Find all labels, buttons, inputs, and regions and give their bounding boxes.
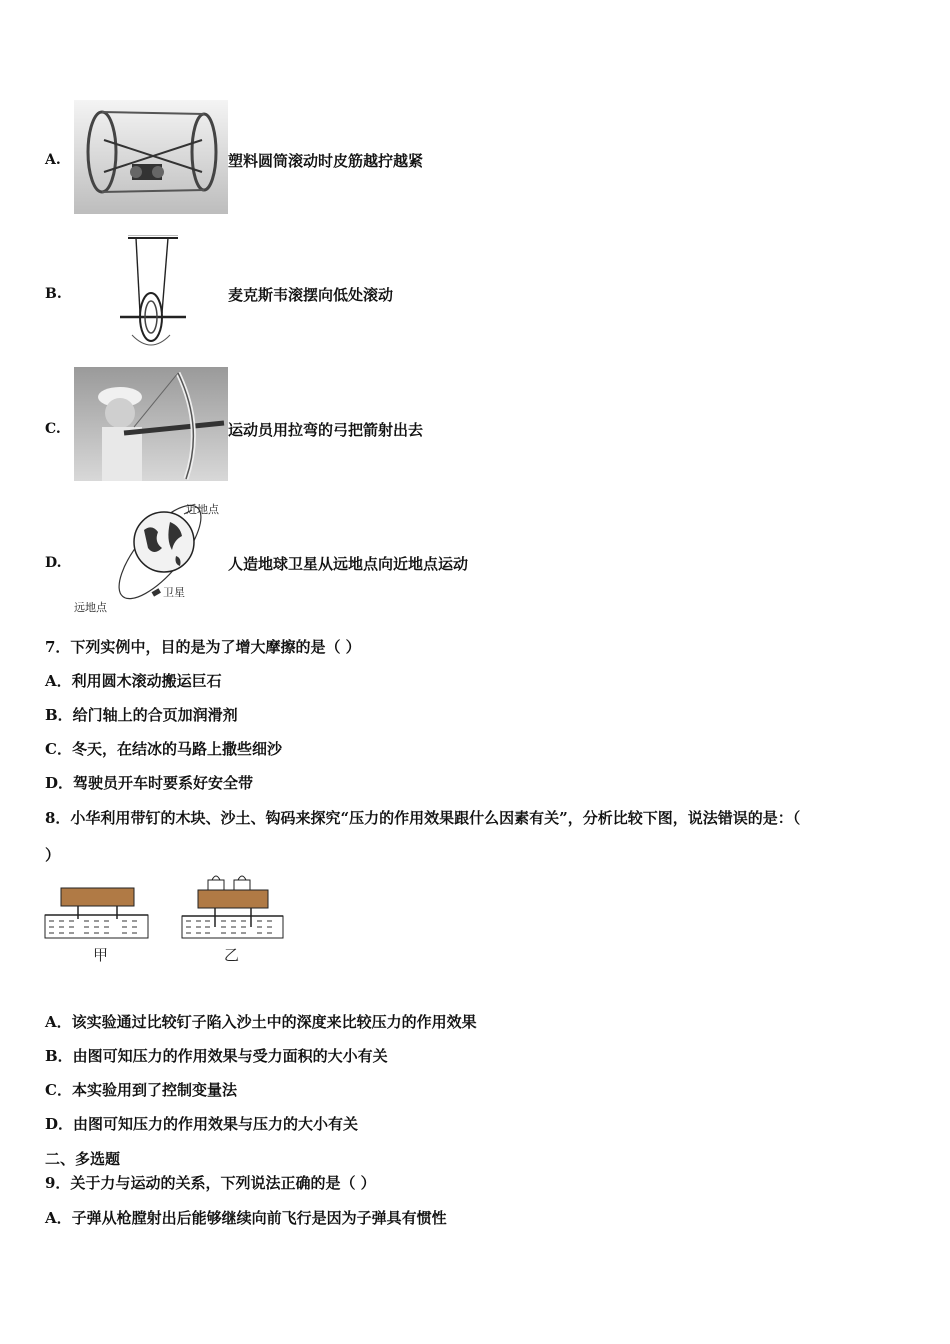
q7-stem: 7．下列实例中，目的是为了增大摩擦的是（ ） [45, 638, 361, 656]
perigee-label: 近地点 [186, 503, 219, 516]
nail-block-figure-left [44, 885, 149, 940]
q7-option-d: D．驾驶员开车时要系好安全带 [45, 774, 254, 792]
apogee-label: 远地点 [74, 601, 107, 614]
q6-option-b-letter: B. [45, 286, 62, 302]
q8-stem: 8．小华利用带钉的木块、沙土、钩码来探究“压力的作用效果跟什么因素有关”，分析比较下图，说法错误的是：（ [45, 809, 801, 827]
plastic-cylinder-image [74, 100, 228, 214]
figure-label-jia: 甲 [93, 946, 109, 964]
q6-option-d-letter: D. [45, 555, 62, 571]
section-title-multiple-choice: 二、多选题 [45, 1150, 121, 1168]
satellite-label: 卫星 [163, 586, 185, 599]
q7-option-a: A．利用圆木滚动搬运巨石 [45, 672, 222, 690]
q8-option-c: C．本实验用到了控制变量法 [45, 1081, 237, 1099]
q8-option-b: B．由图可知压力的作用效果与受力面积的大小有关 [45, 1047, 388, 1065]
satellite-orbit-image [72, 500, 232, 615]
q8-option-a: A．该实验通过比较钉子陷入沙土中的深度来比较压力的作用效果 [45, 1013, 477, 1031]
nail-block-figure-right [181, 870, 285, 940]
q6-option-b-text: 麦克斯韦滚摆向低处滚动 [228, 286, 394, 304]
q6-option-a-text: 塑料圆筒滚动时皮筋越拧越紧 [228, 152, 424, 170]
q6-option-c-text: 运动员用拉弯的弓把箭射出去 [228, 421, 424, 439]
q6-option-c-letter: C. [45, 421, 61, 437]
q6-option-a-letter: A. [45, 152, 61, 168]
q6-option-d-text: 人造地球卫星从远地点向近地点运动 [228, 555, 469, 573]
q7-option-c: C．冬天，在结冰的马路上撒些细沙 [45, 740, 282, 758]
q9-stem: 9．关于力与运动的关系，下列说法正确的是（ ） [45, 1174, 376, 1192]
q9-option-a: A．子弹从枪膛射出后能够继续向前飞行是因为子弹具有惯性 [45, 1209, 447, 1227]
q7-option-b: B．给门轴上的合页加润滑剂 [45, 706, 238, 724]
archer-image [74, 367, 228, 481]
maxwell-pendulum-image [110, 235, 195, 347]
q8-option-d: D．由图可知压力的作用效果与压力的大小有关 [45, 1115, 359, 1133]
figure-label-yi: 乙 [224, 946, 240, 964]
q8-stem-close: ） [45, 846, 61, 864]
